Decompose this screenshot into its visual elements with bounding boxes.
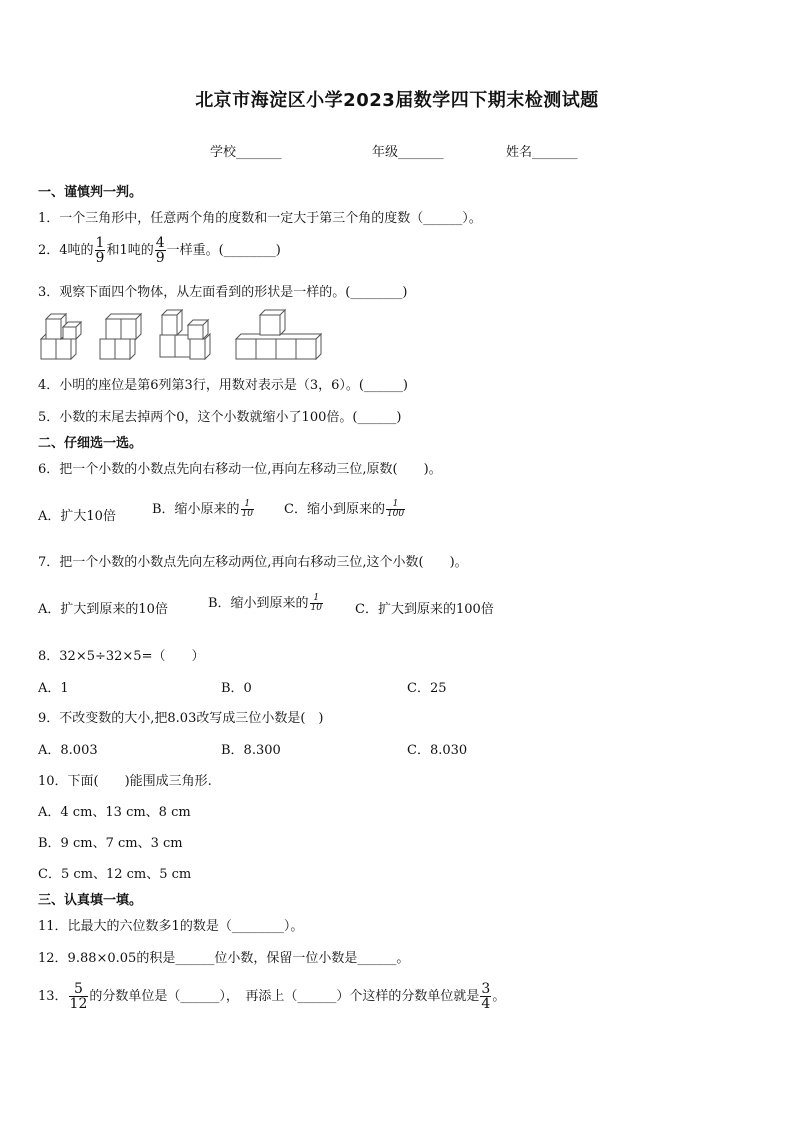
question-10-stem: 10．下面( )能围成三角形. <box>38 774 212 789</box>
q9-option-a: A．8.003 <box>38 743 98 758</box>
question-8-stem: 8．32×5÷32×5=（ ） <box>38 649 205 664</box>
q8-option-c: C．25 <box>407 681 447 696</box>
q6-option-a: A．扩大10倍 <box>38 509 116 524</box>
q6-option-c-fraction <box>386 500 405 519</box>
q9-option-b: B．8.300 <box>221 743 281 758</box>
q6-c-numerator: 1 <box>386 500 405 510</box>
question-1: 1．一个三角形中，任意两个角的度数和一定大于第三个角的度数（______）。 <box>38 211 482 226</box>
q7-option-b-text: B．缩小到原来的 <box>208 596 309 611</box>
question-2 <box>38 236 281 265</box>
q10-option-a: A．4 cm、13 cm、8 cm <box>38 805 191 820</box>
q2-f2-denominator: 9 <box>155 250 165 266</box>
q13-suffix: 。 <box>492 989 506 1004</box>
q6-c-denominator: 100 <box>386 509 405 519</box>
q13-f2-denominator: 4 <box>481 996 491 1012</box>
q6-b-numerator: 1 <box>241 500 254 510</box>
q13-f2-numerator: 3 <box>481 981 491 997</box>
q6-b-denominator: 10 <box>241 509 254 519</box>
q13-prefix: 13． <box>38 989 68 1004</box>
q13-fraction-2 <box>480 982 491 1011</box>
q9-option-c: C．8.030 <box>407 743 468 758</box>
q6-option-c <box>284 498 406 519</box>
question-4: 4．小明的座位是第6列第3行，用数对表示是（3，6）。(______) <box>38 378 408 393</box>
q6-option-b <box>152 498 255 519</box>
question-12: 12．9.88×0.05的积是______位小数，保留一位小数是______。 <box>38 951 410 966</box>
q2-f1-numerator: 1 <box>95 235 105 251</box>
q13-f1-numerator: 5 <box>69 982 89 997</box>
grade-field: 年级_______ <box>372 145 444 160</box>
q2-fraction-1 <box>95 236 106 265</box>
cube-figure-2 <box>100 314 141 359</box>
q2-suffix: 一样重。(________) <box>166 243 281 258</box>
q2-prefix: 2．4吨的 <box>38 243 94 258</box>
q6-option-b-fraction <box>241 500 254 519</box>
cube-figures-image <box>38 305 323 361</box>
q2-mid: 和1吨的 <box>106 243 154 258</box>
cube-figure-3 <box>160 310 210 359</box>
q13-f1-denominator: 12 <box>69 996 88 1012</box>
question-9-stem: 9．不改变数的大小,把8.03改写成三位小数是( ) <box>38 711 324 726</box>
q6-option-b-text: B．缩小原来的 <box>152 502 240 517</box>
question-6-stem: 6．把一个小数的小数点先向右移动一位,再向左移动三位,原数( )。 <box>38 462 442 477</box>
q8-option-b: B．0 <box>221 681 252 696</box>
section-2-heading: 二、仔细选一选。 <box>38 436 143 451</box>
name-field: 姓名_______ <box>506 145 578 160</box>
q6-option-c-text: C．缩小到原来的 <box>284 502 385 517</box>
q13-mid: 的分数单位是（______）， 再添上（______）个这样的分数单位就是 <box>89 989 480 1004</box>
q7-option-b-fraction <box>310 594 323 613</box>
question-3: 3．观察下面四个物体，从左面看到的形状是一样的。(________) <box>38 285 408 300</box>
question-11: 11．比最大的六位数多1的数是（________）。 <box>38 919 304 934</box>
q2-f2-numerator: 4 <box>155 235 165 251</box>
school-field: 学校_______ <box>210 145 282 160</box>
q10-option-c: C．5 cm、12 cm、5 cm <box>38 867 192 882</box>
q7-b-numerator: 1 <box>310 594 323 604</box>
question-13 <box>38 982 505 1011</box>
q7-option-b <box>208 592 324 613</box>
q13-fraction-1 <box>69 982 89 1011</box>
q10-option-b: B．9 cm、7 cm、3 cm <box>38 836 183 851</box>
q2-fraction-2 <box>155 236 166 265</box>
question-7-stem: 7．把一个小数的小数点先向左移动两位,再向右移动三位,这个小数( )。 <box>38 555 468 570</box>
q8-option-a: A．1 <box>38 681 69 696</box>
cube-figure-1 <box>41 314 81 359</box>
q7-option-c: C．扩大到原来的100倍 <box>355 602 494 617</box>
q7-b-denominator: 10 <box>310 603 323 613</box>
cube-figure-4 <box>236 310 321 359</box>
section-1-heading: 一、谨慎判一判。 <box>38 185 143 200</box>
q7-option-a: A．扩大到原来的10倍 <box>38 602 168 617</box>
page-title: 北京市海淀区小学2023届数学四下期末检测试题 <box>195 90 599 111</box>
question-5: 5．小数的末尾去掉两个0，这个小数就缩小了100倍。(______) <box>38 410 402 425</box>
q2-f1-denominator: 9 <box>95 250 105 266</box>
section-3-heading: 三、认真填一填。 <box>38 893 143 908</box>
